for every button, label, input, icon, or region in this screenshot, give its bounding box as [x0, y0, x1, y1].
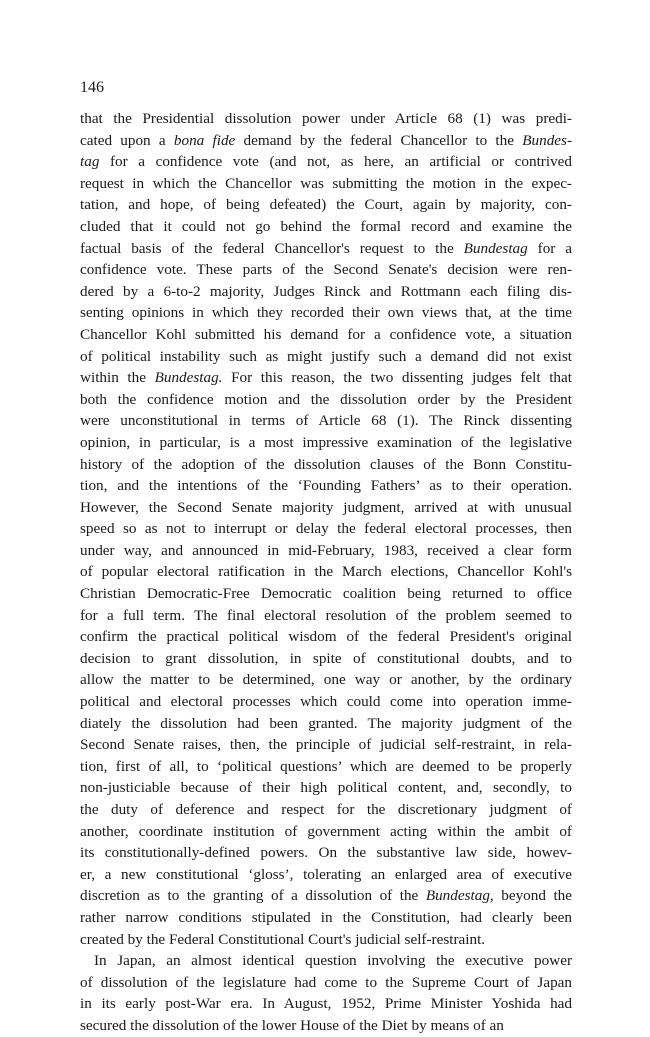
text-line [80, 950, 572, 972]
text-line [80, 756, 572, 778]
text-line [80, 799, 572, 821]
text-line [80, 238, 572, 260]
text-segment: opinion, in particular, is a most impressive examination of the legislative [80, 433, 572, 451]
text-segment: demand by the federal Chancellor to the [235, 131, 523, 149]
text-line [80, 885, 572, 907]
text-line [80, 842, 572, 864]
text-segment: confirm the practical political wisdom of the federal President's original [80, 628, 572, 646]
text-line [80, 907, 572, 929]
text-segment: in its early post-War era. In August, 1952, Prime Minister Yoshida had [80, 995, 572, 1013]
text-segment: allow the matter to be determined, one way or another, by the ordinary [80, 671, 572, 689]
text-line [80, 281, 572, 303]
text-line [80, 648, 572, 670]
text-line [80, 367, 572, 389]
text-segment: political and electoral processes which could come into operation imme- [80, 693, 572, 711]
text-line [80, 864, 572, 886]
text-line [80, 108, 572, 130]
italic-text: Bundestag. [154, 369, 223, 387]
italic-text: Bundestag, [425, 887, 494, 905]
text-segment: for a confidence vote (and not, as here, an artificial or contrived [99, 153, 572, 171]
body-text [80, 108, 572, 1037]
text-segment: for a full term. The final electoral resolution of the problem seemed to [80, 606, 572, 624]
text-segment: within the [80, 369, 155, 387]
text-line [80, 713, 572, 735]
page-number: 146 [80, 79, 104, 96]
italic-text: tag [80, 153, 100, 171]
text-segment: beyond the [493, 887, 572, 905]
text-line [80, 173, 572, 195]
text-segment: Christian Democratic-Free Democratic coalition being returned to office [80, 585, 572, 603]
text-segment: senting opinions in which they recorded their own views that, at the time [80, 304, 572, 322]
text-line [80, 324, 572, 346]
italic-text: Bundes- [522, 131, 572, 149]
text-segment: its constitutionally-defined powers. On the substantive law side, howev- [80, 844, 572, 862]
text-segment: tion, and the intentions of the ‘Founding Fathers’ as to their operation. [80, 477, 572, 495]
text-line [80, 777, 572, 799]
text-segment: Chancellor Kohl submitted his demand for a confidence vote, a situation [80, 325, 572, 343]
text-segment: cated upon a [80, 131, 174, 149]
text-segment: discretion as to the granting of a dissolution of the [80, 887, 426, 905]
text-segment: of popular electoral ratification in the March elections, Chancellor Kohl's [80, 563, 572, 581]
text-segment: created by the Federal Constitutional Court's judicial self-restraint. [80, 930, 486, 948]
text-segment: speed so as not to interrupt or delay the federal electoral processes, then [80, 520, 572, 538]
text-line [80, 605, 572, 627]
text-line [80, 259, 572, 281]
text-line [80, 518, 572, 540]
paragraph [80, 108, 572, 950]
text-line [80, 216, 572, 238]
text-line [80, 583, 572, 605]
text-line [80, 669, 572, 691]
text-segment: of political instability such as might justify such a demand did not exist [80, 347, 572, 365]
text-line [80, 454, 572, 476]
text-line [80, 475, 572, 497]
text-segment: For this reason, the two dissenting judges felt that [222, 369, 572, 387]
text-line [80, 993, 572, 1015]
paragraph [80, 950, 572, 1036]
italic-text: Bundestag [463, 239, 528, 257]
text-line [80, 1015, 572, 1037]
text-segment: diately the dissolution had been granted. The majority judgment of the [80, 714, 572, 732]
italic-text: bona fide [173, 131, 236, 149]
text-line [80, 346, 572, 368]
text-line [80, 432, 572, 454]
text-segment: both the confidence motion and the dissolution order by the President [80, 390, 572, 408]
text-segment: In Japan, an almost identical question involving the executive power [94, 952, 572, 970]
text-line [80, 561, 572, 583]
text-line [80, 972, 572, 994]
text-segment: er, a new constitutional ‘gloss’, tolerating an enlarged area of executive [80, 865, 572, 883]
text-segment: rather narrow conditions stipulated in the Constitution, had clearly been [80, 908, 572, 926]
text-segment: for a [527, 239, 572, 257]
text-line [80, 497, 572, 519]
text-line [80, 194, 572, 216]
text-segment: tation, and hope, of being defeated) the Court, again by majority, con- [80, 196, 572, 214]
text-line [80, 130, 572, 152]
text-line [80, 151, 572, 173]
text-segment: that the Presidential dissolution power under Article 68 (1) was predi- [80, 110, 572, 127]
text-segment: decision to grant dissolution, in spite of constitutional doubts, and to [80, 649, 572, 667]
text-segment: the duty of deference and respect for the discretionary judgment of [80, 801, 572, 818]
text-line [80, 302, 572, 324]
text-segment: request in which the Chancellor was submitting the motion in the expec- [80, 174, 572, 192]
text-segment: were unconstitutional in terms of Article 68 (1). The Rinck dissenting [80, 412, 572, 430]
text-segment: another, coordinate institution of government acting within the ambit of [80, 822, 572, 840]
text-line [80, 540, 572, 562]
text-segment: non-justiciable because of their high political content, and, secondly, to [80, 779, 572, 797]
text-segment: cluded that it could not go behind the formal record and examine the [80, 217, 572, 235]
text-line [80, 410, 572, 432]
text-segment: However, the Second Senate majority judgment, arrived at with unusual [80, 498, 572, 516]
text-segment: under way, and announced in mid-February, 1983, received a clear form [80, 541, 572, 559]
text-segment: of dissolution of the legislature had come to the Supreme Court of Japan [80, 973, 572, 991]
text-segment: history of the adoption of the dissolution clauses of the Bonn Constitu- [80, 455, 572, 473]
text-segment: dered by a 6-to-2 majority, Judges Rinck and Rottmann each filing dis- [80, 282, 572, 300]
text-segment: secured the dissolution of the lower House of the Diet by means of an [80, 1016, 504, 1034]
text-line [80, 389, 572, 411]
text-segment: tion, first of all, to ‘political questions’ which are deemed to be properly [80, 757, 572, 775]
text-line [80, 626, 572, 648]
text-line [80, 929, 572, 951]
text-line [80, 734, 572, 756]
text-segment: confidence vote. These parts of the Second Senate's decision were ren- [80, 261, 572, 279]
text-line [80, 821, 572, 843]
text-segment: factual basis of the federal Chancellor's request to the [80, 239, 464, 257]
text-line [80, 691, 572, 713]
text-segment: Second Senate raises, then, the principle of judicial self-restraint, in rela- [80, 736, 572, 754]
